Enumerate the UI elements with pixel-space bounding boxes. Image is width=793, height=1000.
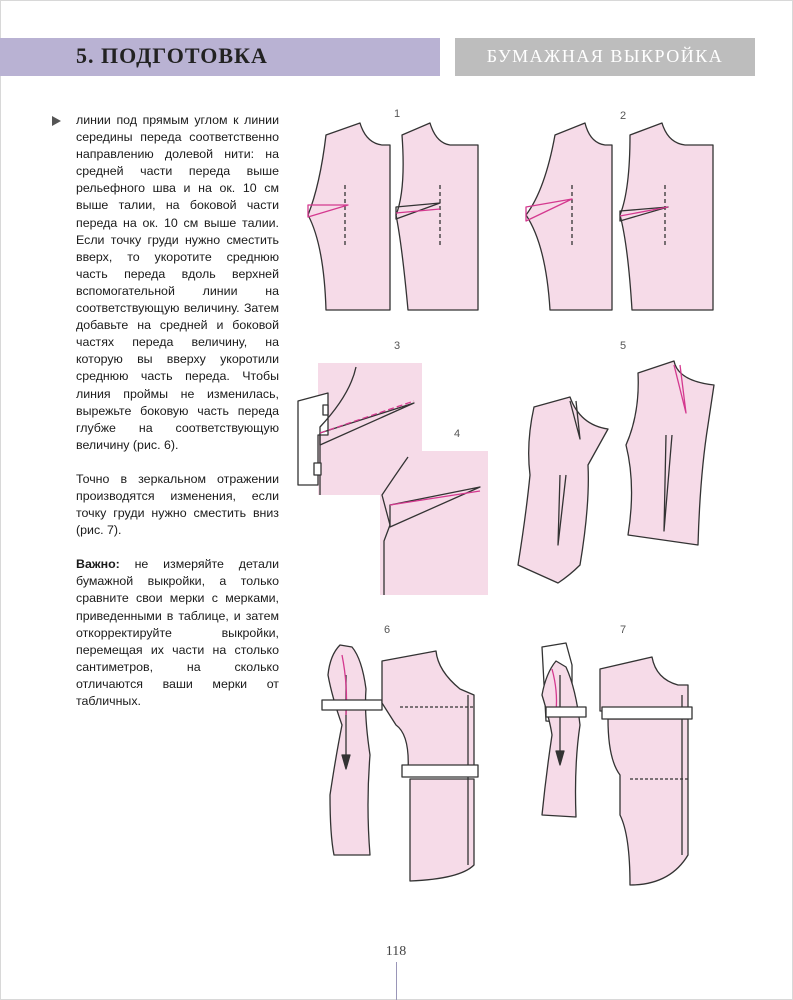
- figure-label-6: 6: [384, 624, 391, 636]
- important-label: Важно:: [76, 557, 120, 572]
- figure-label-3: 3: [394, 340, 401, 352]
- figure-4: [380, 451, 488, 595]
- important-text: не измеряйте детали бумажной выкройки, а только сравните свои мерки с мерками, приведенными в таблице, и затем откорректируйте выкройки, перемещая их части на столько сантиметров, на сколько отличаются ваши мерки от табличных.: [76, 557, 279, 708]
- figure-label-4: 4: [454, 428, 461, 440]
- bullet-arrow-icon: [52, 116, 61, 126]
- body-text: [76, 112, 279, 727]
- paragraph-3: [76, 556, 279, 710]
- figure-label-7: 7: [620, 624, 627, 636]
- figure-2: [526, 123, 713, 310]
- figure-1: [308, 123, 478, 310]
- figure-label-5: 5: [620, 340, 627, 352]
- figure-7: [542, 643, 692, 885]
- section-header-bar: [455, 38, 755, 76]
- figure-label-2: 2: [620, 110, 627, 122]
- section-title: БУМАЖНАЯ ВЫКРОЙКА: [486, 46, 724, 66]
- figure-6: [322, 645, 478, 881]
- paragraph-1: линии под прямым углом к линии середины переда соответственно направлению долевой нити: на средней части переда выше рельефного шва и на ок. 10 см выше талии, на боковой части переда на ок. 10 см выше талии. Если точку груди нужно сместить вверх, то укоротите среднюю часть переда вдоль верхней вспомогательной линии на соответствующую величину. Затем добавьте на средней и боковой частях переда величину, на которую вы вверху укоротили среднюю часть переда. Чтобы линия проймы не изменилась, вырежьте боковую часть переда глубже на соответствующую величину (рис. 6).: [76, 113, 279, 452]
- chapter-title: 5. ПОДГОТОВКА: [76, 43, 268, 68]
- figure-5: [518, 361, 714, 583]
- pattern-figures: [290, 95, 750, 905]
- page-number-line: [396, 962, 397, 1000]
- paragraph-2: Точно в зеркальном отражении производятся изменения, если точку груди нужно сместить вниз (рис. 7).: [76, 471, 279, 538]
- figure-label-1: 1: [394, 108, 401, 120]
- page-number: 118: [385, 944, 407, 959]
